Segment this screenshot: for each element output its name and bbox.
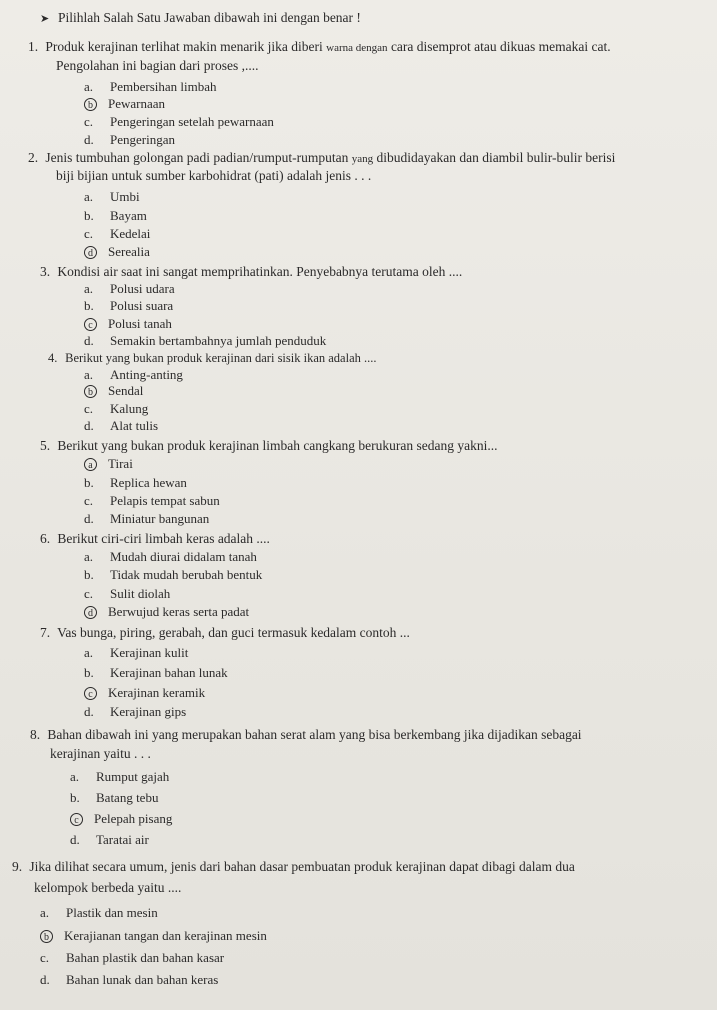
question-text: Berikut ciri-ciri limbah keras adalah .... [57, 531, 270, 546]
question-5 [40, 437, 710, 454]
option-4d [84, 418, 158, 434]
option-1d [84, 132, 175, 148]
question-text-small: warna dengan [326, 42, 388, 54]
option-letter: b. [84, 475, 94, 490]
circled-answer-icon: d [84, 246, 97, 259]
option-8d [70, 832, 149, 848]
option-text: Pewarnaan [108, 96, 166, 111]
option-1a [84, 79, 217, 95]
circled-answer-icon: b [40, 930, 53, 943]
option-letter: a. [84, 549, 94, 564]
option-1b [84, 96, 165, 112]
option-9b [40, 928, 267, 944]
option-4c [84, 401, 148, 417]
option-2b [84, 208, 147, 224]
option-letter: c. [84, 586, 94, 601]
option-text: Berwujud keras serta padat [108, 604, 250, 619]
option-text: Pelapis tempat sabun [110, 493, 220, 508]
question-4 [48, 350, 717, 367]
question-9 [12, 858, 712, 875]
question-text: cara disemprot atau dikuas memakai cat. [390, 39, 611, 54]
arrow-bullet-icon: ➤ [40, 13, 50, 25]
option-2a [84, 189, 140, 205]
option-text: Bahan plastik dan bahan kasar [66, 950, 225, 965]
option-7d [84, 704, 186, 720]
option-text: Mudah diurai didalam tanah [110, 549, 257, 564]
question-9-line2: kelompok berbeda yaitu .... [34, 880, 182, 895]
option-text: Kerajinan bahan lunak [110, 665, 228, 680]
question-number: 5. [40, 438, 51, 453]
option-text: Bayam [110, 208, 147, 223]
option-3b [84, 298, 173, 314]
question-number: 6. [40, 531, 51, 546]
option-text: Kedelai [110, 226, 151, 241]
question-number: 9. [12, 859, 23, 874]
option-letter: c. [84, 493, 94, 508]
option-letter: d. [40, 972, 50, 987]
option-text: Sendal [108, 383, 144, 398]
option-text: Pembersihan limbah [110, 79, 217, 94]
option-9a [40, 905, 158, 921]
option-5b [84, 475, 187, 491]
circled-answer-icon: c [70, 813, 83, 826]
option-letter: d. [84, 333, 94, 348]
option-letter: d. [84, 132, 94, 147]
option-letter: b. [70, 790, 80, 805]
question-text: Berikut yang bukan produk kerajinan limbah cangkang berukuran sedang yakni... [57, 438, 498, 453]
option-letter: a. [40, 905, 50, 920]
option-letter: d. [84, 511, 94, 526]
option-letter: a. [84, 645, 94, 660]
question-text: dibudidayakan dan diambil bulir-bulir berisi [376, 150, 616, 165]
option-5d [84, 511, 209, 527]
question-7 [40, 624, 710, 641]
option-5a [84, 456, 133, 472]
question-number: 3. [40, 264, 51, 279]
option-7a [84, 645, 188, 661]
question-text: Vas bunga, piring, gerabah, dan guci termasuk kedalam contoh ... [57, 625, 410, 640]
option-9c [40, 950, 224, 966]
circled-answer-icon: b [84, 385, 97, 398]
option-letter: d. [84, 418, 94, 433]
question-2 [28, 149, 698, 168]
option-5c [84, 493, 220, 509]
option-text: Plastik dan mesin [66, 905, 158, 920]
option-6b [84, 567, 262, 583]
question-text: Bahan dibawah ini yang merupakan bahan serat alam yang bisa berkembang jika dijadikan sebagai [47, 727, 582, 742]
option-6a [84, 549, 257, 565]
option-8c [70, 811, 172, 827]
question-number: 2. [28, 150, 39, 165]
option-letter: c. [40, 950, 50, 965]
option-text: Pelepah pisang [94, 811, 173, 826]
option-text: Bahan lunak dan bahan keras [66, 972, 219, 987]
option-3a [84, 281, 175, 297]
option-7c [84, 685, 205, 701]
option-7b [84, 665, 228, 681]
option-text: Pengeringan setelah pewarnaan [110, 114, 274, 129]
option-4a [84, 367, 183, 383]
option-text: Semakin bertambahnya jumlah penduduk [110, 333, 327, 348]
question-text: Berikut yang bukan produk kerajinan dari sisik ikan adalah .... [65, 351, 377, 365]
option-text: Miniatur bangunan [110, 511, 210, 526]
option-letter: b. [84, 567, 94, 582]
option-3d [84, 333, 326, 349]
option-9d [40, 972, 218, 988]
option-text: Serealia [108, 244, 150, 259]
option-8a [70, 769, 169, 785]
option-text: Kerajinan gips [110, 704, 187, 719]
question-1-line2: Pengolahan ini bagian dari proses ,.... [56, 58, 259, 73]
question-3 [40, 263, 710, 280]
circled-answer-icon: c [84, 687, 97, 700]
option-text: Kerajinan kulit [110, 645, 189, 660]
option-text: Kerajianan tangan dan kerajinan mesin [64, 928, 267, 943]
option-text: Kalung [110, 401, 149, 416]
option-8b [70, 790, 158, 806]
option-letter: b. [84, 208, 94, 223]
option-text: Batang tebu [96, 790, 159, 805]
question-text: Kondisi air saat ini sangat memprihatinkan. Penyebabnya terutama oleh .... [57, 264, 463, 279]
option-text: Umbi [110, 189, 140, 204]
option-letter: a. [84, 367, 94, 382]
circled-answer-icon: a [84, 458, 97, 471]
option-2c [84, 226, 150, 242]
option-text: Kerajinan keramik [108, 685, 206, 700]
question-number: 1. [28, 39, 39, 54]
option-letter: d. [70, 832, 80, 847]
circled-answer-icon: b [84, 98, 97, 111]
option-text: Alat tulis [110, 418, 159, 433]
option-text: Tidak mudah berubah bentuk [110, 567, 263, 582]
question-8 [30, 726, 700, 743]
option-6c [84, 586, 170, 602]
title-text: Pilihlah Salah Satu Jawaban dibawah ini dengan benar ! [58, 10, 361, 25]
question-text: Produk kerajinan terlihat makin menarik jika diberi [45, 39, 323, 54]
worksheet-title [40, 10, 361, 26]
option-6d [84, 604, 249, 620]
option-4b [84, 383, 143, 399]
option-letter: a. [84, 79, 94, 94]
circled-answer-icon: d [84, 606, 97, 619]
question-2-line2: biji bijian untuk sumber karbohidrat (pati) adalah jenis . . . [56, 168, 372, 183]
option-letter: c. [84, 114, 94, 129]
option-letter: c. [84, 401, 94, 416]
option-2d [84, 244, 150, 260]
option-1c [84, 114, 274, 130]
option-text: Pengeringan [110, 132, 175, 147]
question-6 [40, 530, 710, 547]
option-text: Sulit diolah [110, 586, 171, 601]
question-number: 4. [48, 351, 58, 365]
question-text: Jenis tumbuhan golongan padi padian/rumput-rumputan [45, 150, 349, 165]
question-text: Jika dilihat secara umum, jenis dari bahan dasar pembuatan produk kerajinan dapat dibagi dalam dua [29, 859, 575, 874]
circled-answer-icon: c [84, 318, 97, 331]
option-3c [84, 316, 172, 332]
option-text: Polusi udara [110, 281, 175, 296]
option-letter: a. [84, 189, 94, 204]
question-8-line2: kerajinan yaitu . . . [50, 746, 151, 761]
option-text: Rumput gajah [96, 769, 170, 784]
question-text-small: yang [351, 153, 374, 165]
option-text: Taratai air [96, 832, 149, 847]
question-1 [28, 38, 698, 57]
question-number: 8. [30, 727, 41, 742]
option-letter: a. [70, 769, 80, 784]
option-text: Anting-anting [110, 367, 183, 382]
option-text: Polusi suara [110, 298, 174, 313]
option-text: Tirai [108, 456, 133, 471]
option-letter: d. [84, 704, 94, 719]
option-text: Replica hewan [110, 475, 187, 490]
option-letter: b. [84, 665, 94, 680]
option-letter: b. [84, 298, 94, 313]
question-number: 7. [40, 625, 51, 640]
option-letter: c. [84, 226, 94, 241]
option-letter: a. [84, 281, 94, 296]
option-text: Polusi tanah [108, 316, 172, 331]
